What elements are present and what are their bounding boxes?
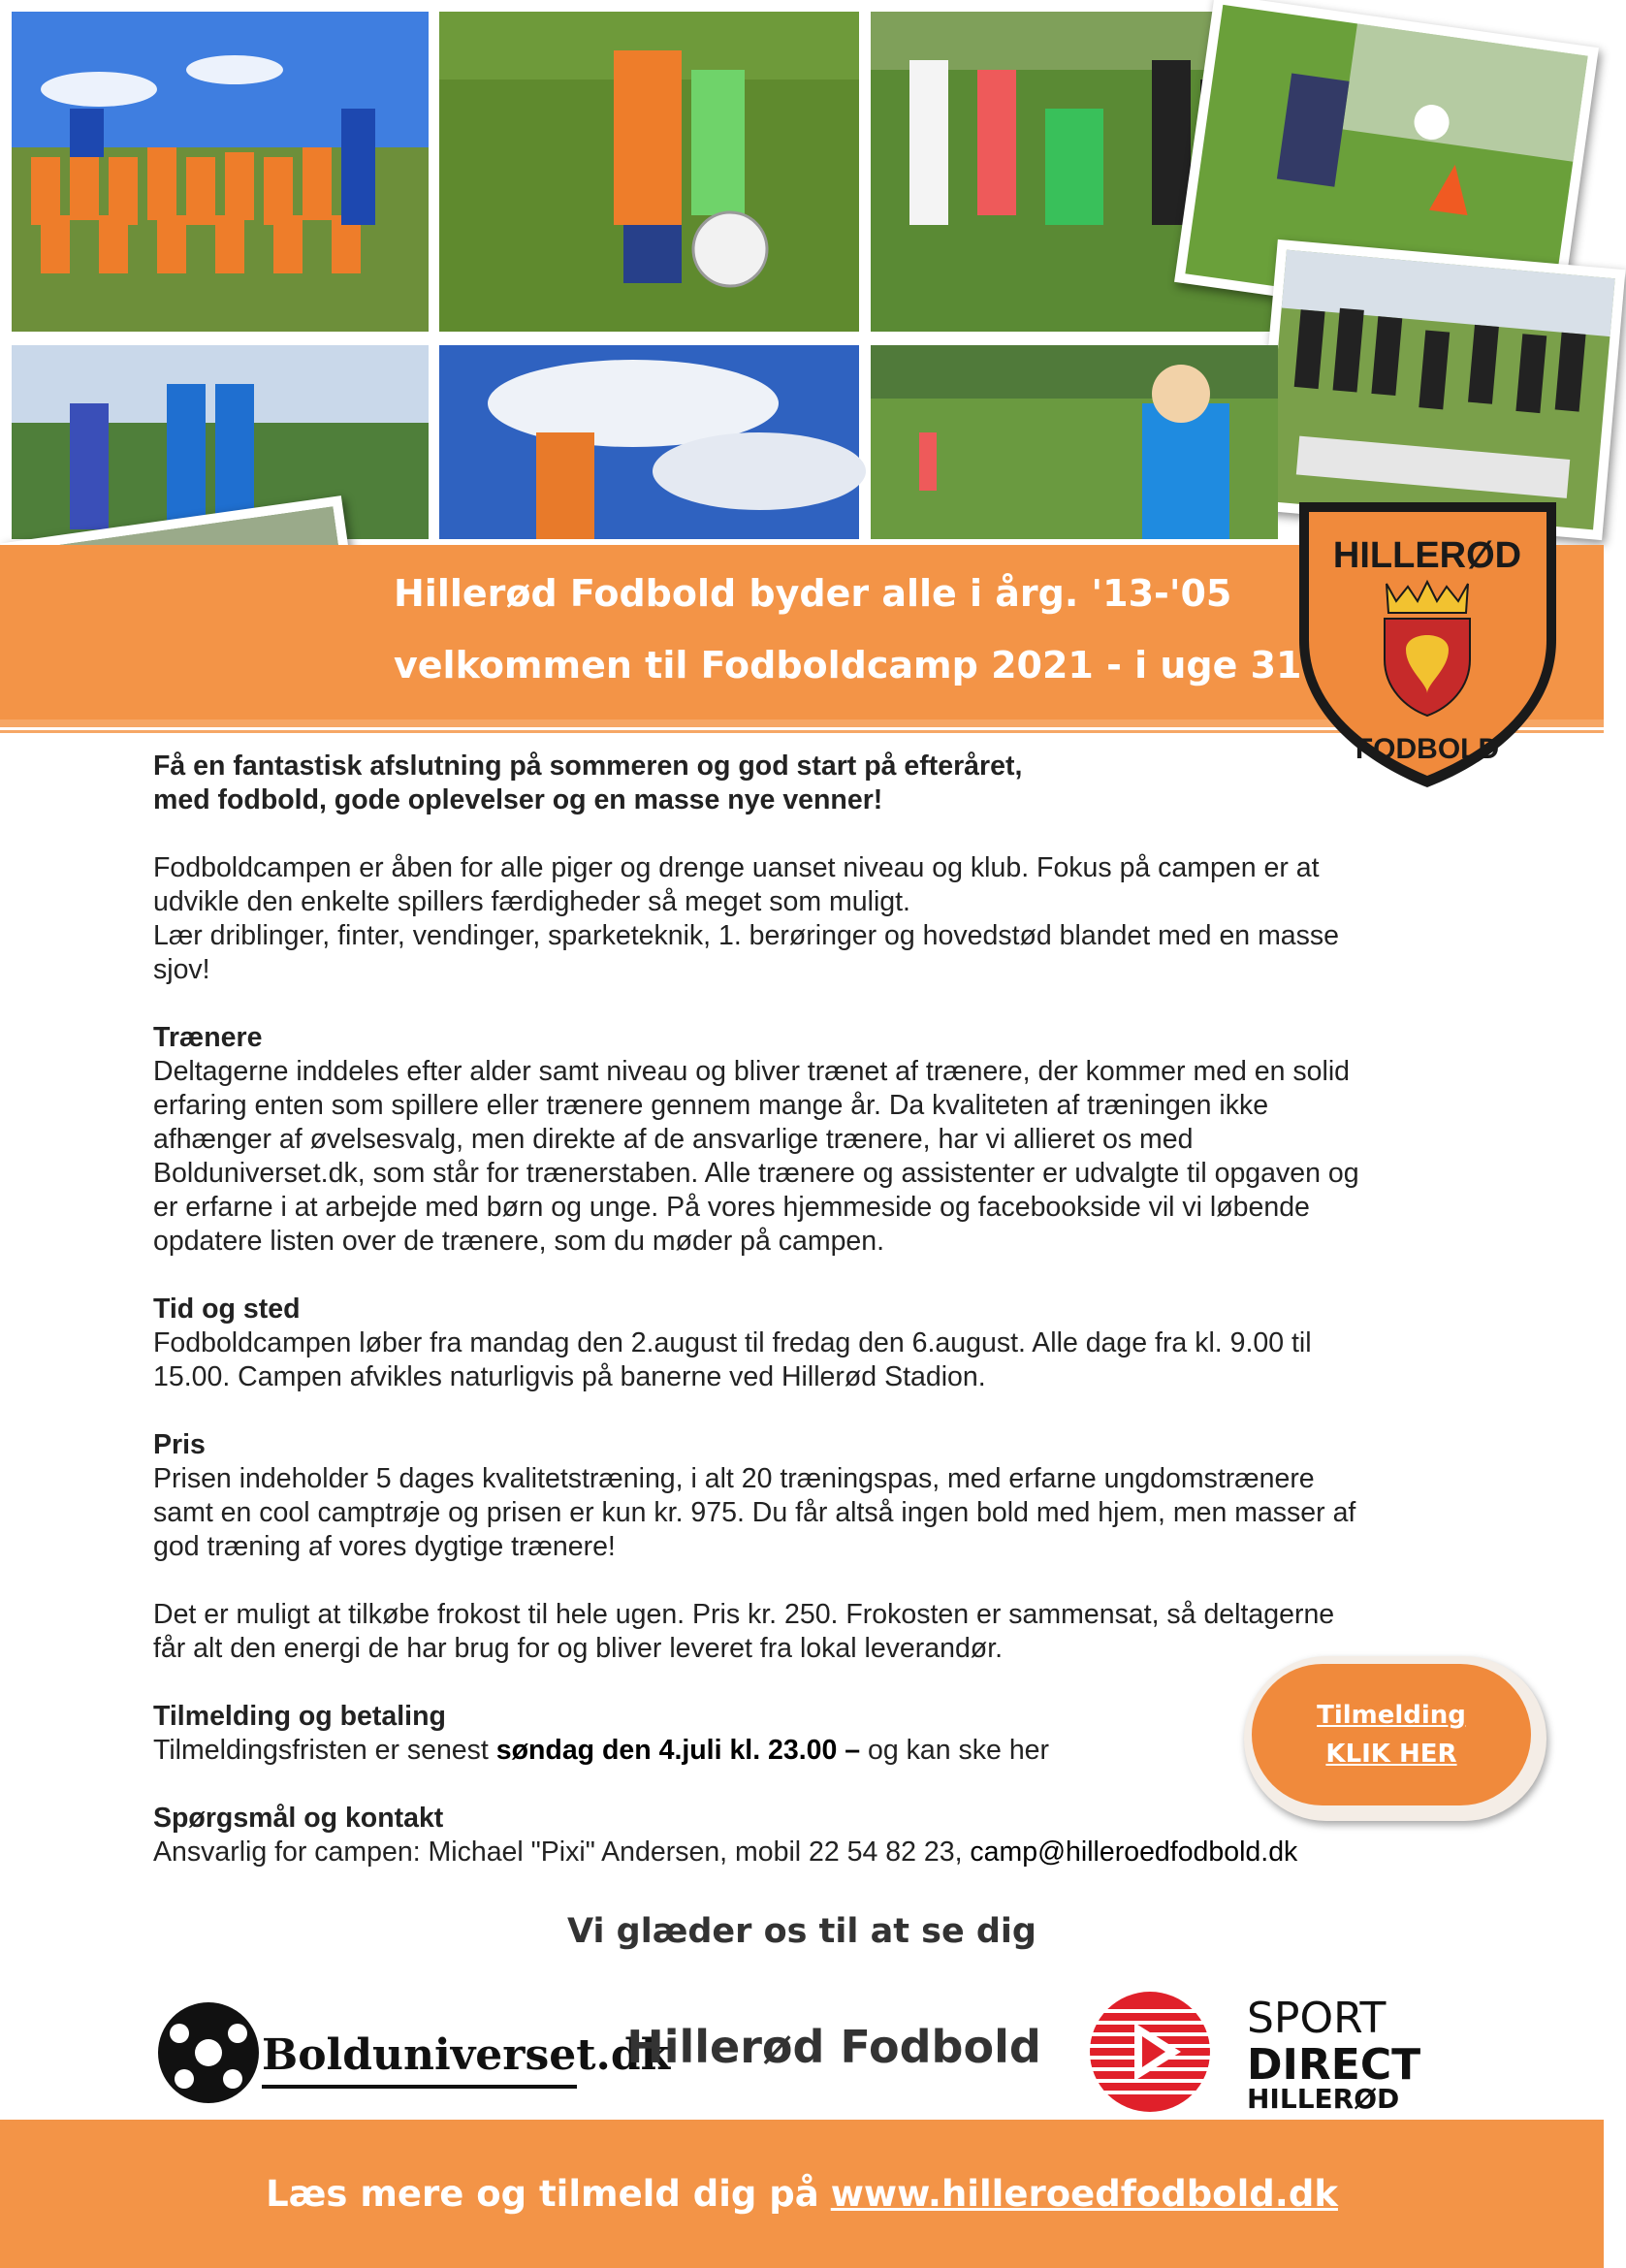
signup-button[interactable] bbox=[1244, 1656, 1546, 1821]
headline-line1: Hillerød Fodbold byder alle i årg. '13-'05 bbox=[394, 572, 1232, 615]
direct-text: DIRECT bbox=[1247, 2040, 1421, 2090]
club-logo-top-text: HILLERØD bbox=[1332, 535, 1522, 576]
footer-text: Læs mere og tilmeld dig på bbox=[266, 2173, 819, 2215]
footer-banner bbox=[0, 2120, 1604, 2268]
sport-text: SPORT bbox=[1247, 1994, 1387, 2043]
price-line2: samt en cool camptrøje og prisen er kun kr. 975. Du får altså ingen bold med hjem, men masser af bbox=[153, 1497, 1356, 1528]
intro-line3: Lær driblinger, finter, vendinger, sparketeknik, 1. berøringer og hovedstød blandet med en masse bbox=[153, 920, 1340, 951]
bolduniverset-text: Bolduniverset.dk bbox=[262, 2030, 671, 2080]
sport-direct-logo bbox=[1084, 1990, 1462, 2114]
trainers-line6: opdatere listen over de trænere, som du møder på campen. bbox=[153, 1226, 885, 1257]
trainers-line2: erfaring enten som spillere eller trænere gennem mange år. Da kvaliteten af træningen ikke bbox=[153, 1090, 1269, 1121]
lunch-line1: Det er muligt at tilkøbe frokost til hele ugen. Pris kr. 250. Frokosten er sammensat, så deltagerne bbox=[153, 1599, 1335, 1630]
signup-button-line2[interactable]: KLIK HER bbox=[1325, 1740, 1457, 1769]
signup-heading: Tilmelding og betaling bbox=[153, 1701, 446, 1732]
sky-photo bbox=[439, 345, 859, 539]
contact-text bbox=[153, 1836, 1472, 1869]
time-place-line2: 15.00. Campen afvikles naturligvis på banerne ved Hillerød Stadion. bbox=[153, 1361, 986, 1392]
city-text: HILLERØD bbox=[1247, 2083, 1400, 2115]
signup-post: og kan ske her bbox=[860, 1735, 1050, 1766]
time-place-heading: Tid og sted bbox=[153, 1294, 301, 1325]
footer-link[interactable]: www.hilleroedfodbold.dk bbox=[830, 2173, 1338, 2215]
lunch-line2: får alt den energi de har brug for og bliver leveret fra lokal leverandør. bbox=[153, 1633, 1004, 1664]
trainers-line3: afhænger af øvelsesvalg, men direkte af de ansvarlige trænere, har vi allieret os med bbox=[153, 1124, 1194, 1155]
boy-photo bbox=[871, 345, 1278, 539]
contact-line: Ansvarlig for campen: Michael "Pixi" Andersen, mobil 22 54 82 23, bbox=[153, 1837, 971, 1868]
time-place-line1: Fodboldcampen løber fra mandag den 2.august til fredag den 6.august. Alle dage fra kl. 9.00 til bbox=[153, 1327, 1312, 1358]
intro-line1: Fodboldcampen er åben for alle piger og drenge uanset niveau og klub. Fokus på campen er at bbox=[153, 852, 1320, 883]
intro-line2: udvikle den enkelte spillers færdigheder så meget som muligt. bbox=[153, 886, 910, 917]
signup-pre: Tilmeldingsfristen er senest bbox=[153, 1735, 496, 1766]
trainers-line4: Bolduniverset.dk, som står for trænerstaben. Alle trænere og assistenter er udvalgte til opgaven og bbox=[153, 1158, 1359, 1189]
price-line3: god træning af vores dygtige trænere! bbox=[153, 1531, 616, 1562]
contact-email[interactable]: camp@hilleroedfodbold.dk bbox=[970, 1837, 1298, 1868]
signup-button-line1[interactable]: Tilmelding bbox=[1317, 1701, 1466, 1730]
intro-lead-line1: Få en fantastisk afslutning på sommeren og god start på efteråret, bbox=[153, 751, 1023, 782]
price-line1: Prisen indeholder 5 dages kvalitetstræning, i alt 20 træningspas, med erfarne ungdomstrænere bbox=[153, 1463, 1315, 1494]
intro-line4: sjov! bbox=[153, 954, 210, 985]
girls-photo bbox=[12, 345, 429, 539]
trainers-line1: Deltagerne inddeles efter alder samt niveau og bliver trænet af trænere, der kommer med en solid bbox=[153, 1056, 1351, 1087]
club-logo-bottom-text: FODBOLD bbox=[1355, 733, 1500, 765]
price-heading: Pris bbox=[153, 1429, 206, 1460]
trainers-heading: Trænere bbox=[153, 1022, 263, 1053]
headline-line2: velkommen til Fodboldcamp 2021 - i uge 31 bbox=[394, 644, 1302, 687]
team-photo bbox=[12, 12, 429, 332]
dribble-photo bbox=[439, 12, 859, 332]
signup-deadline: søndag den 4.juli kl. 23.00 – bbox=[495, 1735, 861, 1766]
bolduniverset-logo bbox=[155, 1999, 671, 2106]
contact-heading: Spørgsmål og kontakt bbox=[153, 1803, 444, 1834]
signup-button-face[interactable] bbox=[1252, 1664, 1531, 1805]
closing-text: Vi glæder os til at se dig bbox=[567, 1912, 1036, 1951]
trainers-line5: er erfarne i at arbejde med børn og unge. På vores hjemmeside og facebookside vil vi løbende bbox=[153, 1192, 1310, 1223]
club-wordmark: Hillerød Fodbold bbox=[626, 2021, 1041, 2073]
intro-lead-line2: med fodbold, gode oplevelser og en masse nye venner! bbox=[153, 784, 883, 815]
